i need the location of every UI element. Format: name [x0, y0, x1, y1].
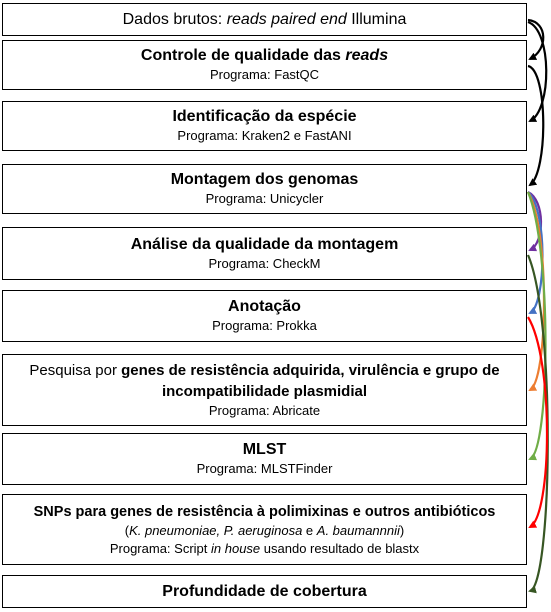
step-annotation-title: Anotação [228, 298, 301, 315]
step-assembly-title: Montagem dos genomas [170, 171, 359, 188]
step-mlst-program: Programa: MLSTFinder [196, 461, 333, 476]
step-snps-program: Programa: Script in house usando resultado de blastx [109, 540, 420, 556]
step-resistance-line1: Pesquisa por genes de resistência adquirida, virulência e grupo de [29, 362, 500, 379]
arrow-qc-to-assembly [528, 66, 543, 185]
step-assembly-program: Programa: Unicycler [205, 191, 324, 206]
step-quality-control-title: Controle de qualidade das reads [140, 47, 389, 64]
step-assembly-quality-program: Programa: CheckM [208, 255, 321, 271]
step-mlst-title: MLST [242, 441, 287, 458]
step-resistance-program: Programa: Abricate [208, 403, 321, 418]
step-resistance-line2: incompatibilidade plasmidial [161, 383, 368, 400]
step-species-program: Programa: Kraken2 e FastANI [177, 128, 352, 143]
step-species-title: Identificação da espécie [172, 108, 357, 125]
step-annotation-program: Programa: Prokka [212, 318, 317, 333]
step-raw-data-title: Dados brutos: reads paired end Illumina [122, 10, 407, 28]
step-assembly-quality-title: Análise da qualidade da montagem [130, 235, 399, 253]
step-coverage-title: Profundidade de cobertura [162, 582, 367, 600]
step-quality-control-program: Programa: FastQC [209, 67, 320, 82]
step-snps-species: (K. pneumoniae, P. aeruginosa e A. baumannnii) [124, 522, 405, 538]
step-snps-title: SNPs para genes de resistência à polimixinas e outros antibióticos [33, 503, 496, 520]
